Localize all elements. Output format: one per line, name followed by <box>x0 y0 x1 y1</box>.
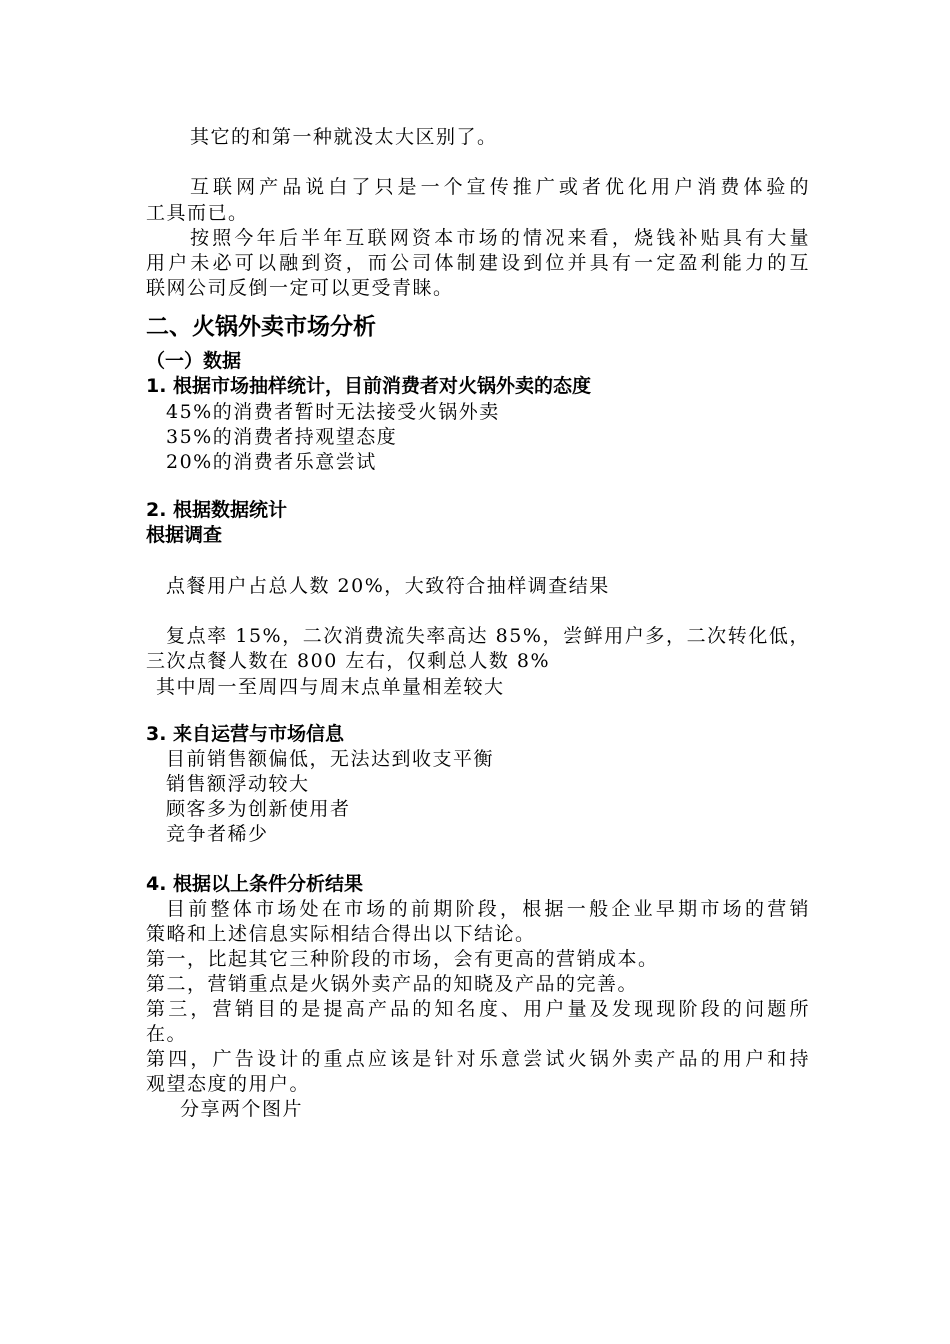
list-item: 顾客多为创新使用者 <box>166 798 351 820</box>
paragraph-line: 联网公司反倒一定可以更受青睐。 <box>146 277 454 299</box>
conclusion-line: 第二，营销重点是火锅外卖产品的知晓及产品的完善。 <box>146 973 639 995</box>
paragraph-line: 按照今年后半年互联网资本市场的情况来看，烧钱补贴具有大量 <box>190 227 810 249</box>
item-heading: 3. 来自运营与市场信息 <box>146 723 345 745</box>
item-heading: 1. 根据市场抽样统计，目前消费者对火锅外卖的态度 <box>146 375 592 397</box>
paragraph-line: 其中周一至周四与周末点单量相差较大 <box>156 676 505 698</box>
intro-line: 其它的和第一种就没太大区别了。 <box>190 126 498 148</box>
paragraph-line: 目前整体市场处在市场的前期阶段，根据一般企业早期市场的营销 <box>166 898 810 920</box>
paragraph-line: 复点率 15%，二次消费流失率高达 85%，尝鲜用户多，二次转化低， <box>166 625 810 647</box>
paragraph-line: 点餐用户占总人数 20%，大致符合抽样调查结果 <box>166 575 610 597</box>
conclusion-line: 第四，广告设计的重点应该是针对乐意尝试火锅外卖产品的用户和持 <box>146 1048 810 1070</box>
share-note: 分享两个图片 <box>180 1098 304 1120</box>
list-item: 目前销售额偏低，无法达到收支平衡 <box>166 748 495 770</box>
list-item: 销售额浮动较大 <box>166 773 310 795</box>
list-item: 45%的消费者暂时无法接受火锅外卖 <box>166 401 500 423</box>
conclusion-line: 观望态度的用户。 <box>146 1073 311 1095</box>
paragraph-line: 三次点餐人数在 800 左右，仅剩总人数 8% <box>146 650 551 672</box>
item-heading: 4. 根据以上条件分析结果 <box>146 873 364 895</box>
conclusion-line: 第一，比起其它三种阶段的市场，会有更高的营销成本。 <box>146 948 659 970</box>
subsection-title: （一）数据 <box>146 350 242 372</box>
paragraph-line: 互联网产品说白了只是一个宣传推广或者优化用户消费体验的 <box>190 176 810 198</box>
list-item: 20%的消费者乐意尝试 <box>166 451 377 473</box>
section-title: 二、火锅外卖市场分析 <box>146 314 376 340</box>
item-subheading: 根据调查 <box>146 524 223 546</box>
item-heading: 2. 根据数据统计 <box>146 499 288 521</box>
conclusion-line: 在。 <box>146 1023 188 1045</box>
list-item: 35%的消费者持观望态度 <box>166 426 398 448</box>
paragraph-line: 策略和上述信息实际相结合得出以下结论。 <box>146 923 536 945</box>
paragraph-line: 用户未必可以融到资，而公司体制建设到位并具有一定盈利能力的互 <box>146 252 810 274</box>
list-item: 竞争者稀少 <box>166 823 269 845</box>
paragraph-line: 工具而已。 <box>146 202 249 224</box>
conclusion-line: 第三，营销目的是提高产品的知名度、用户量及发现现阶段的问题所 <box>146 998 810 1020</box>
